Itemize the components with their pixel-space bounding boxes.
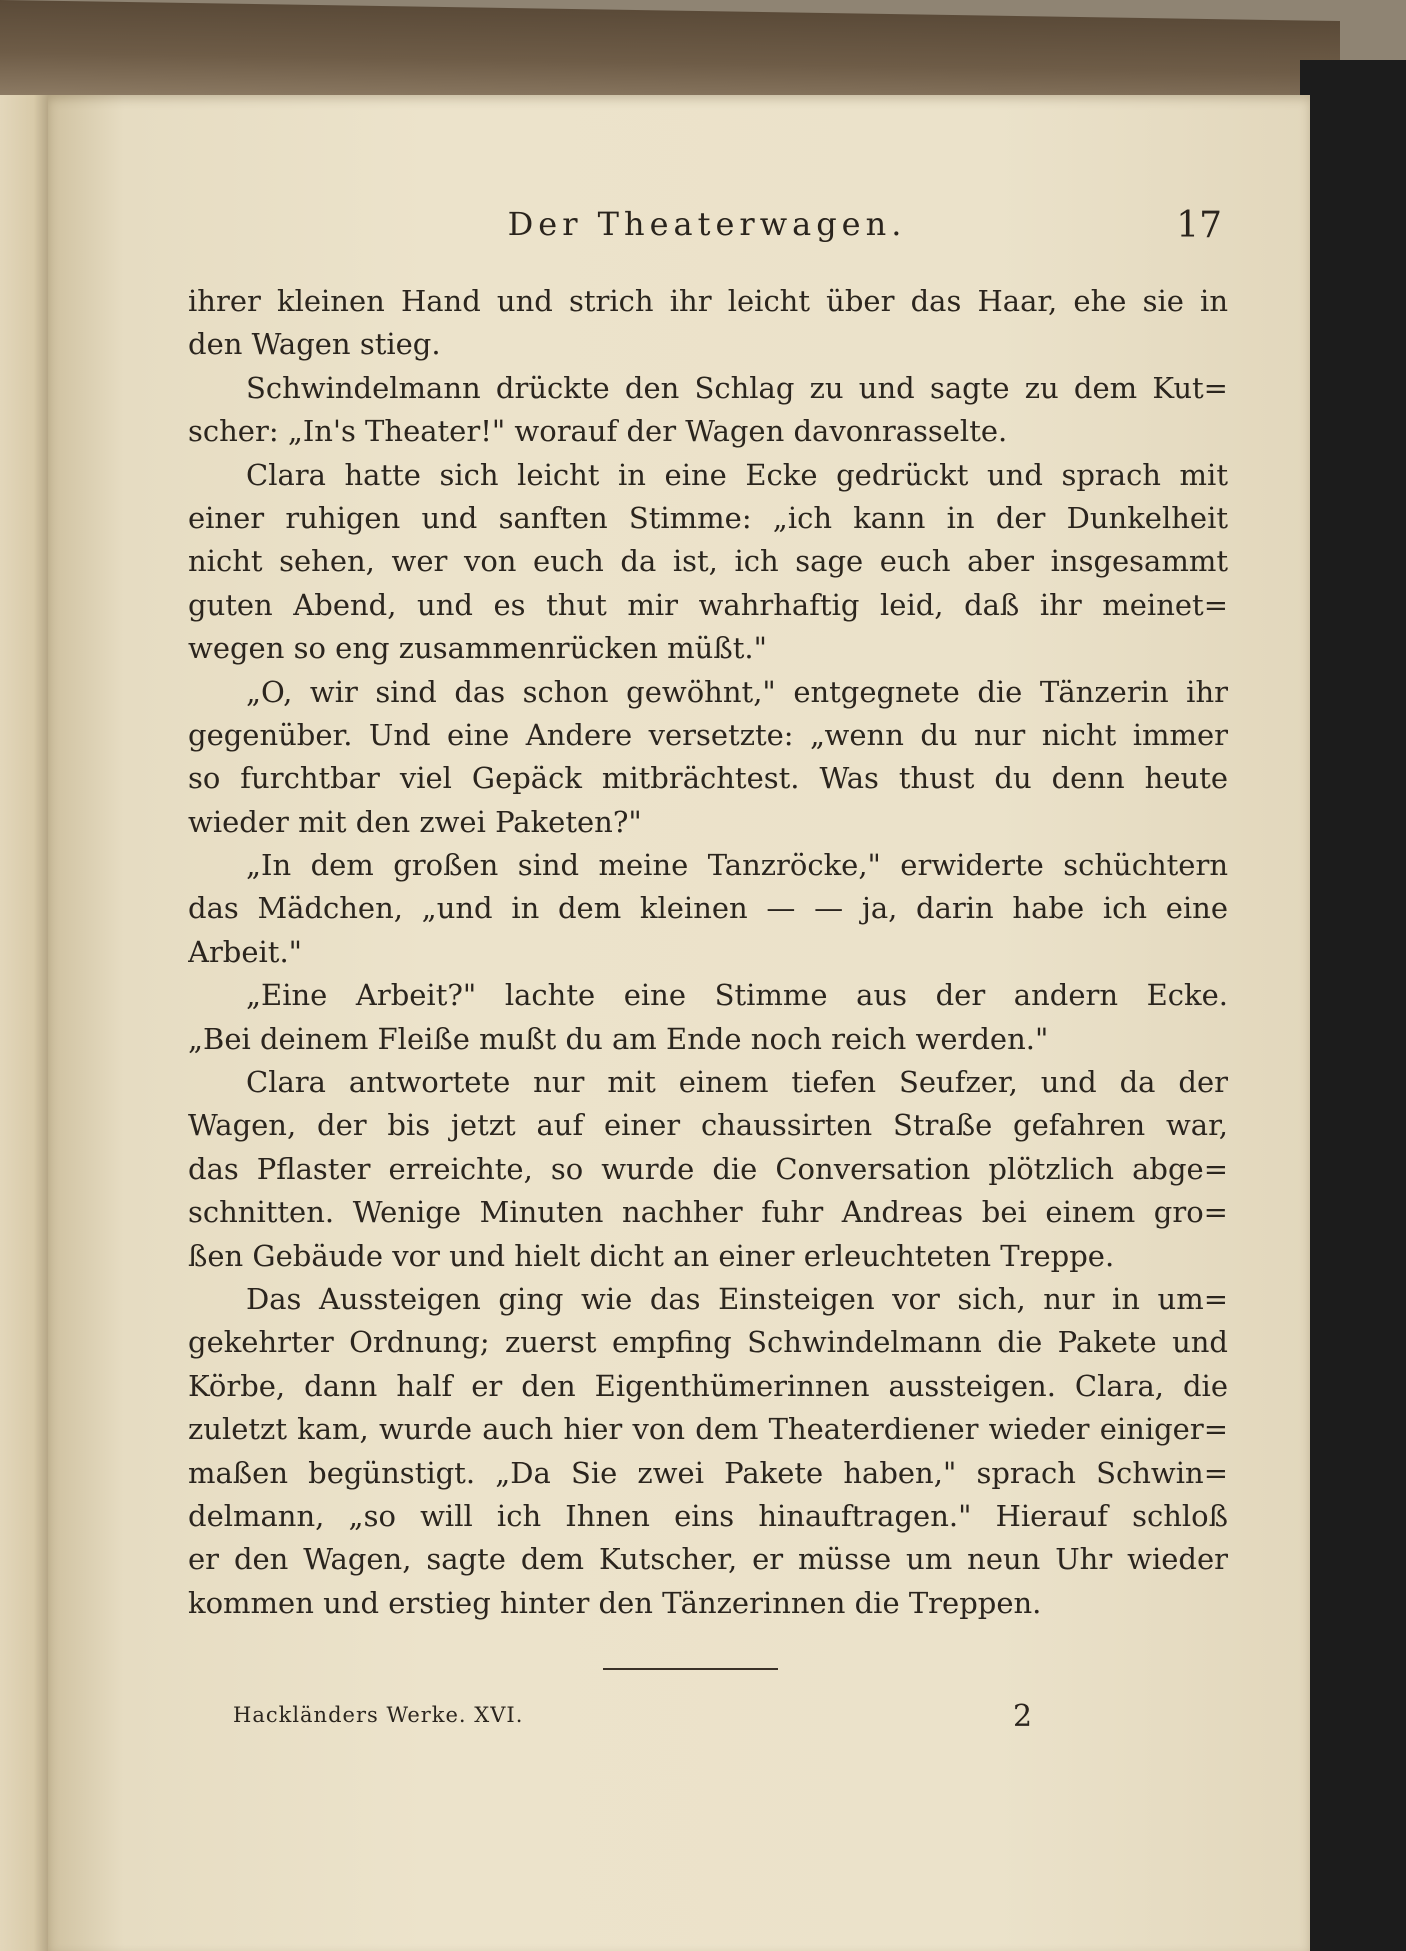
- text-line: maßen begünstigt. „Da Sie zwei Pakete haben," sprach Schwin=: [188, 1455, 1228, 1490]
- text-line: er den Wagen, sagte dem Kutscher, er müsse um neun Uhr wieder: [188, 1542, 1228, 1577]
- text-line: den Wagen stieg.: [188, 327, 441, 362]
- text-line: Clara hatte sich leicht in eine Ecke gedrückt und sprach mit: [246, 457, 1228, 492]
- book-page: [48, 95, 1310, 1951]
- text-line: schnitten. Wenige Minuten nachher fuhr Andreas bei einem gro=: [188, 1195, 1228, 1230]
- text-line: gekehrter Ordnung; zuerst empfing Schwindelmann die Pakete und: [188, 1325, 1228, 1360]
- text-line: Das Aussteigen ging wie das Einsteigen vor sich, nur in um=: [246, 1281, 1228, 1316]
- text-line: wegen so eng zusammenrücken müßt.": [188, 631, 767, 666]
- page-header: [192, 195, 1222, 259]
- body-text: [188, 280, 1228, 1625]
- text-line: Arbeit.": [188, 934, 303, 969]
- text-line: „O, wir sind das schon gewöhnt," entgegnete die Tänzerin ihr: [246, 674, 1228, 709]
- text-line: guten Abend, und es thut mir wahrhaftig leid, daß ihr meinet=: [188, 587, 1228, 622]
- footer-rule: [603, 1668, 778, 1670]
- text-line: nicht sehen, wer von euch da ist, ich sage euch aber insgesammt: [188, 544, 1228, 579]
- text-line: „Eine Arbeit?" lachte eine Stimme aus der andern Ecke.: [246, 978, 1228, 1013]
- text-line: Wagen, der bis jetzt auf einer chaussirten Straße gefahren war,: [188, 1108, 1228, 1143]
- text-line: ihrer kleinen Hand und strich ihr leicht über das Haar, ehe sie in: [188, 284, 1228, 318]
- text-line: „In dem großen sind meine Tanzröcke," erwiderte schüchtern: [246, 848, 1228, 883]
- sheet-number: 2: [1013, 1699, 1033, 1734]
- footer-signature: Hackländers Werke. XVI.: [233, 1703, 524, 1727]
- facing-page-edge: [0, 95, 48, 1951]
- scan-background: [1300, 60, 1406, 1951]
- text-line: kommen und erstieg hinter den Tänzerinnen die Treppen.: [188, 1585, 1042, 1620]
- running-title: Der Theaterwagen.: [507, 205, 907, 243]
- text-line: scher: „In's Theater!" worauf der Wagen davonrasselte.: [188, 414, 1008, 449]
- text-line: gegenüber. Und eine Andere versetzte: „wenn du nur nicht immer: [188, 717, 1228, 752]
- text-line: Clara antwortete nur mit einem tiefen Seufzer, und da der: [246, 1065, 1228, 1100]
- page-number: 17: [1176, 205, 1222, 246]
- text-line: „Bei deinem Fleiße mußt du am Ende noch reich werden.": [188, 1021, 1049, 1056]
- text-line: das Pflaster erreichte, so wurde die Conversation plötzlich abge=: [188, 1151, 1228, 1186]
- text-line: Schwindelmann drückte den Schlag zu und sagte zu dem Kut=: [246, 370, 1228, 405]
- text-line: delmann, „so will ich Ihnen eins hinauftragen." Hierauf schloß: [188, 1498, 1228, 1533]
- text-line: ßen Gebäude vor und hielt dicht an einer erleuchteten Treppe.: [188, 1238, 1115, 1273]
- text-line: das Mädchen, „und in dem kleinen — — ja, darin habe ich eine: [188, 891, 1228, 926]
- text-line: einer ruhigen und sanften Stimme: „ich kann in der Dunkelheit: [188, 500, 1228, 535]
- text-line: wieder mit den zwei Paketen?": [188, 804, 642, 839]
- text-line: so furchtbar viel Gepäck mitbrächtest. Was thust du denn heute: [188, 761, 1228, 796]
- text-line: Körbe, dann half er den Eigenthümerinnen aussteigen. Clara, die: [188, 1368, 1228, 1403]
- text-line: zuletzt kam, wurde auch hier von dem Theaterdiener wieder einiger=: [188, 1412, 1228, 1447]
